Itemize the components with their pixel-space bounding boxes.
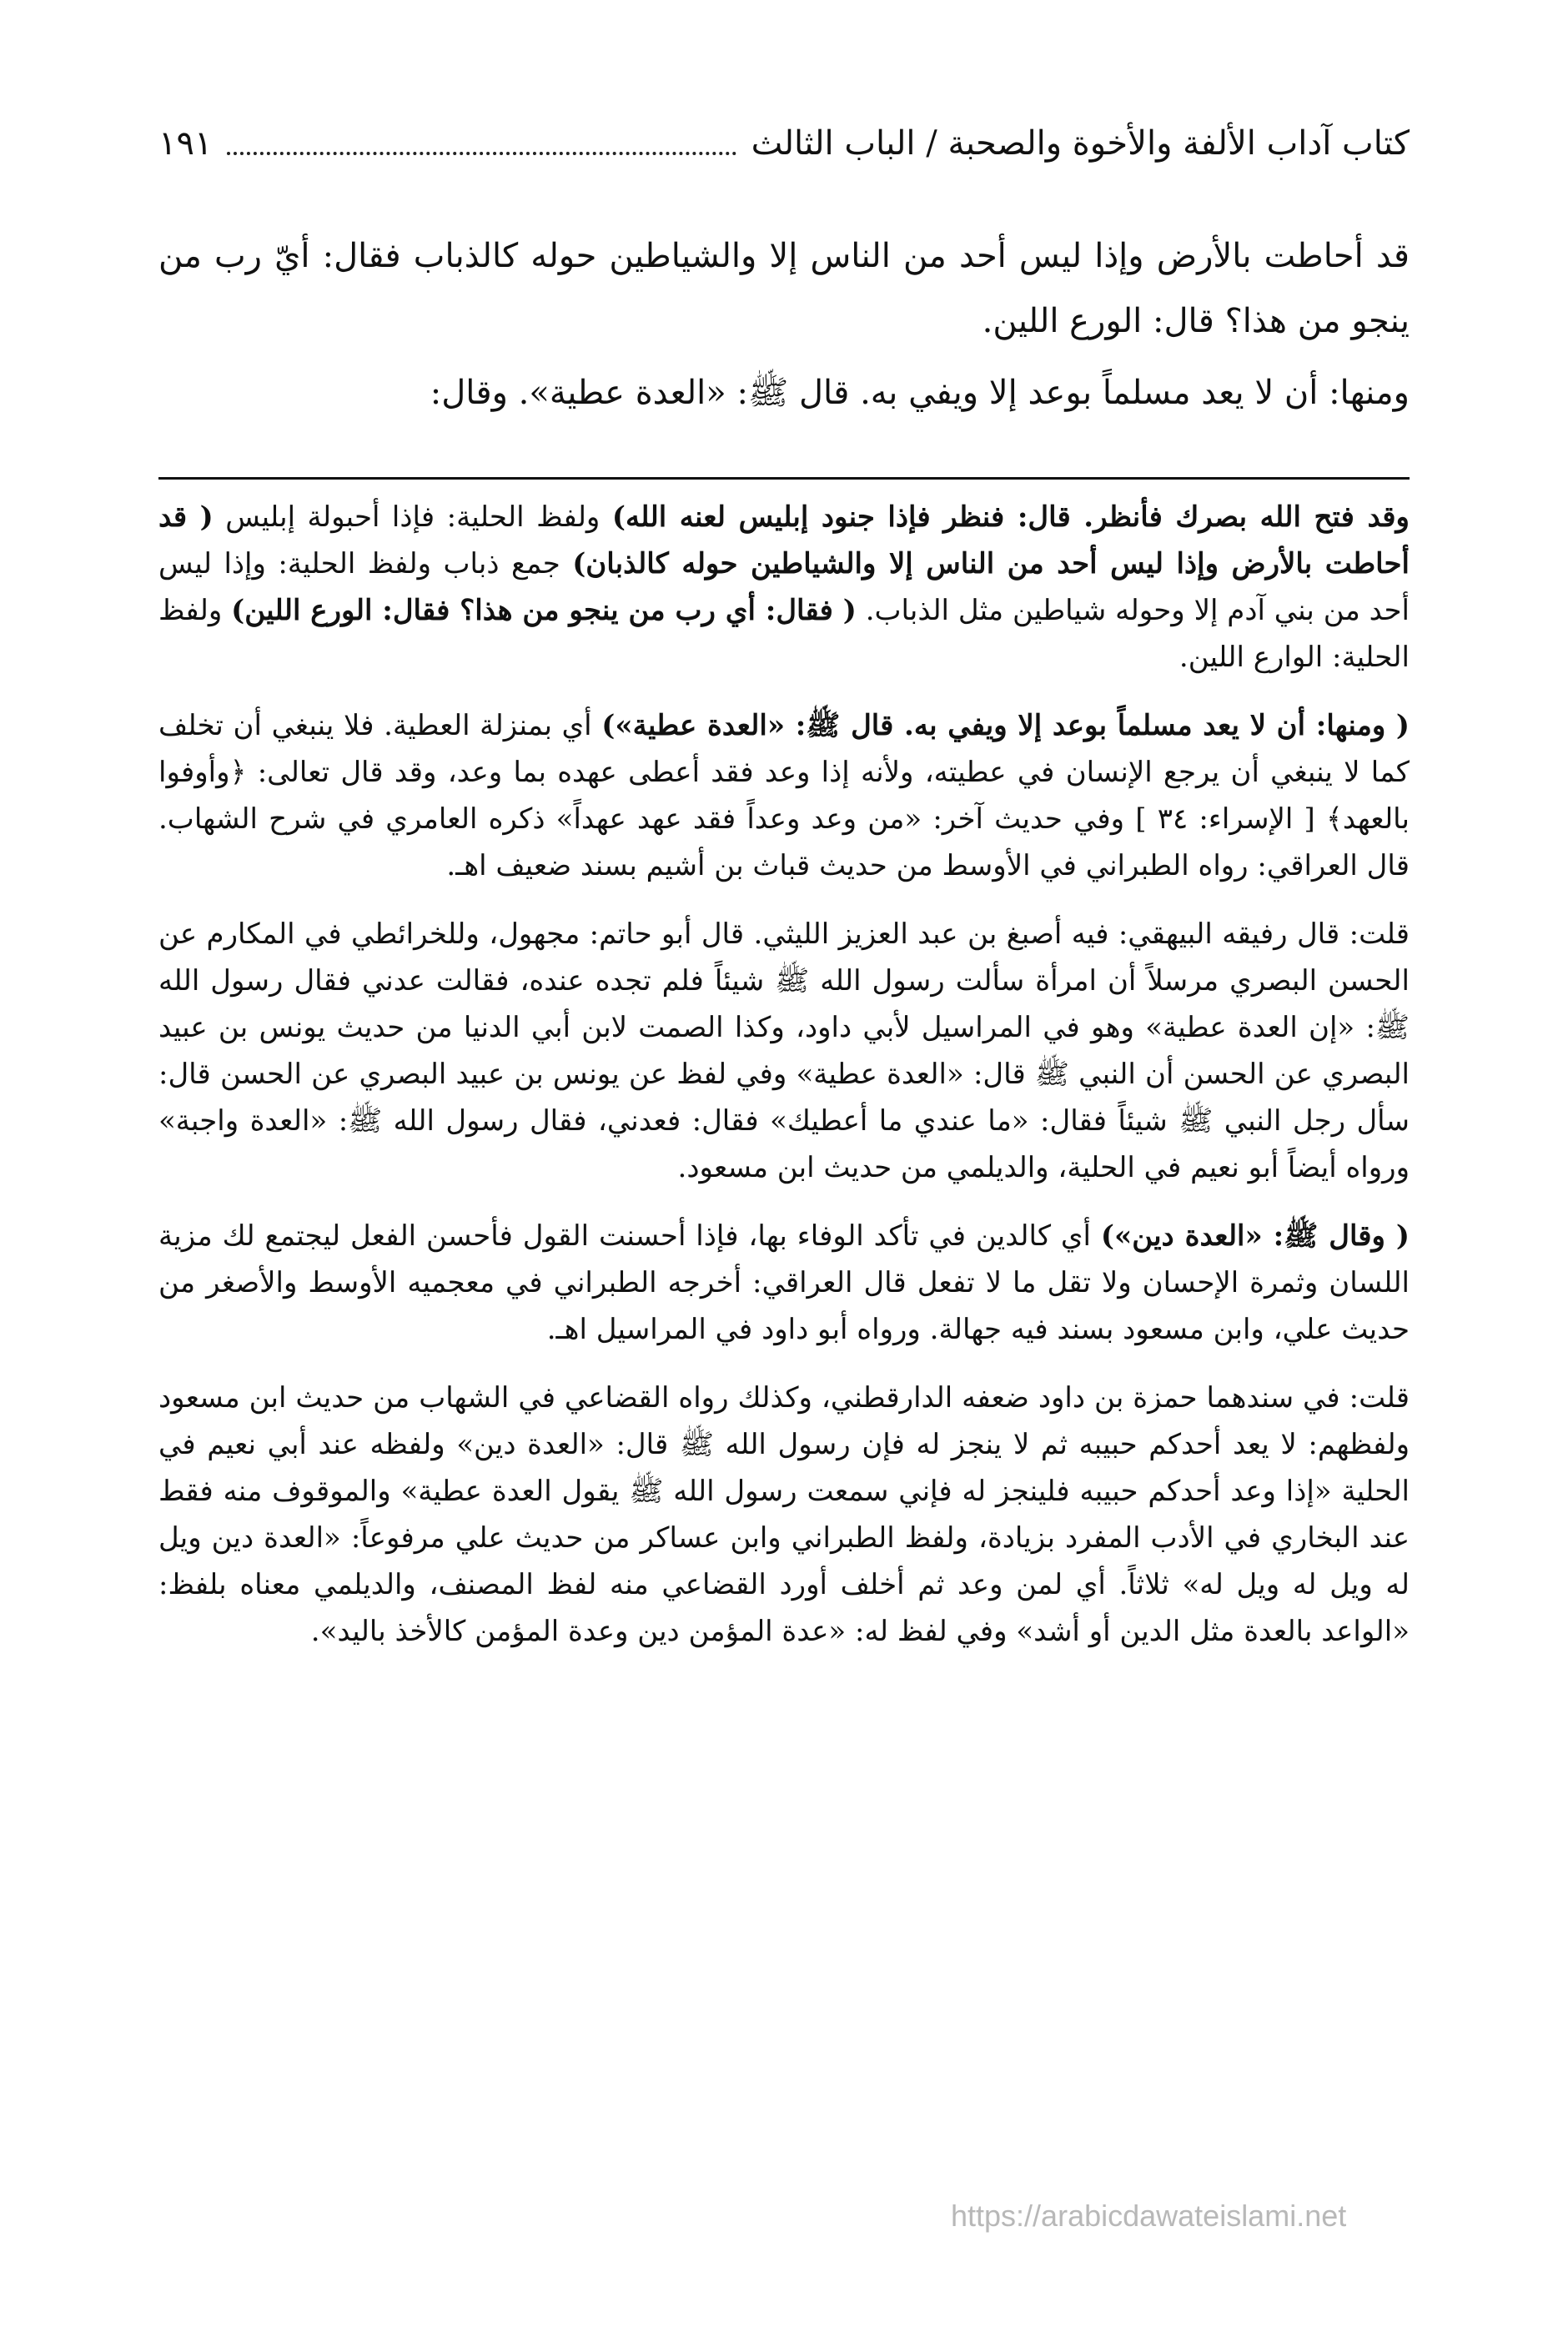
main-text-paragraph-2: ومنها: أن لا يعد مسلماً بوعد إلا ويفي به. قال ﷺ: «العدة عطية». وقال:	[430, 374, 1410, 412]
commentary-text	[158, 494, 1410, 1676]
commentary-text-run: أي كالدين في تأكد الوفاء بها، فإذا أحسنت القول فأحسن الفعل ليجتمع لك مزية اللسان وثمرة الإحسان ولا تقل ما لا تفعل قال العراقي: أخرجه الطبراني في معجميه الأوسط والأصغر من حديث علي، وابن مسعود بسند فيه جهالة. ورواه أبو داود في المراسيل اهـ.	[158, 1219, 1410, 1346]
quoted-text: ( قد أحاطت بالأرض وإذا ليس أحد من الناس إلا والشياطين حوله كالذبان)	[158, 500, 1410, 580]
quoted-text: ( وقال ﷺ: «العدة دين»)	[1100, 1219, 1410, 1253]
quoted-text: وقد فتح الله بصرك فأنظر. قال: فنظر فإذا جنود إبليس لعنه الله)	[611, 500, 1410, 534]
quoted-text: ( فقال: أي رب من ينجو من هذا؟ فقال: الورع اللين)	[231, 594, 857, 627]
page-number: ١٩١	[158, 124, 213, 163]
main-text	[158, 224, 1410, 432]
commentary-paragraph-4	[158, 1213, 1410, 1353]
commentary-text-run: ولفظ الحلية: الوارع اللين.	[158, 594, 1410, 674]
main-text-paragraph-1: قد أحاطت بالأرض وإذا ليس أحد من الناس إلا والشياطين حوله كالذباب فقال: أيّ رب من ينجو من هذا؟ قال: الورع اللين.	[158, 237, 1410, 340]
commentary-paragraph-5: قلت: في سندهما حمزة بن داود ضعفه الدارقطني، وكذلك رواه القضاعي في الشهاب من حديث ابن مسعود ولفظهم: لا يعد أحدكم حبيبه ثم لا ينجز له فإن رسول الله ﷺ قال: «العدة دين» ولفظه عند أبي نعيم في الحلية «إذا وعد أحدكم حبيبه فلينجز له فإني سمعت رسول الله ﷺ يقول العدة عطية» والموقوف منه فقط عند البخاري في الأدب المفرد بزيادة، ولفظ الطبراني وابن عساكر من حديث علي مرفوعاً: «العدة دين ويل له ويل له ويل له» ثلاثاً. أي لمن وعد ثم أخلف أورد القضاعي منه لفظ المصنف، والديلمي معناه بلفظ: «الواعد بالعدة مثل الدين أو أشد» وفي لفظ له: «عدة المؤمن دين وعدة المؤمن كالأخذ باليد».	[158, 1381, 1410, 1648]
footnote-divider	[158, 477, 1410, 480]
header-title: كتاب آداب الألفة والأخوة والصحبة / الباب الثالث	[751, 124, 1410, 163]
commentary-text-run: ولفظ الحلية: فإذا أحبولة إبليس	[213, 500, 612, 534]
commentary-text-run: جمع ذباب ولفظ الحلية: وإذا ليس أحد من بني آدم إلا وحوله شياطين مثل الذباب.	[158, 547, 1410, 627]
header-dot-leader	[227, 148, 736, 155]
commentary-text-run: أي بمنزلة العطية. فلا ينبغي أن تخلف كما لا ينبغي أن يرجع الإنسان في عطيته، ولأنه إذا وعد فقد أعطى عهده بما وعد، وقد قال تعالى: ﴿وأوفوا بالعهد﴾ [ الإسراء: ٣٤ ] وفي حديث آخر: «من وعد وعداً فقد عهد عهداً» ذكره العامري في شرح الشهاب. قال العراقي: رواه الطبراني في الأوسط من حديث قباث بن أشيم بسند ضعيف اهـ.	[158, 709, 1410, 882]
commentary-paragraph-1	[158, 494, 1410, 681]
running-header	[158, 117, 1410, 167]
commentary-paragraph-3: قلت: قال رفيقه البيهقي: فيه أصبغ بن عبد العزيز الليثي. قال أبو حاتم: مجهول، وللخرائطي في المكارم عن الحسن البصري مرسلاً أن امرأة سألت رسول الله ﷺ شيئاً فلم تجده عنده، فقالت عدني فقال رسول الله ﷺ: «إن العدة عطية» وهو في المراسيل لأبي داود، وكذا الصمت لابن أبي الدنيا من حديث يونس بن عبيد البصري عن الحسن أن النبي ﷺ قال: «العدة عطية» وفي لفظ عن يونس بن عبيد البصري عن الحسن قال: سأل رجل النبي ﷺ شيئاً فقال: «ما عندي ما أعطيك» فقال: فعدني، فقال رسول الله ﷺ: «العدة واجبة» ورواه أيضاً أبو نعيم في الحلية، والديلمي من حديث ابن مسعود.	[158, 917, 1410, 1184]
quoted-text: ( ومنها: أن لا يعد مسلماً بوعد إلا ويفي به. قال ﷺ: «العدة عطية»)	[601, 709, 1410, 742]
watermark-url: https://arabicdawateislami.net	[951, 2199, 1347, 2233]
commentary-paragraph-2	[158, 702, 1410, 889]
